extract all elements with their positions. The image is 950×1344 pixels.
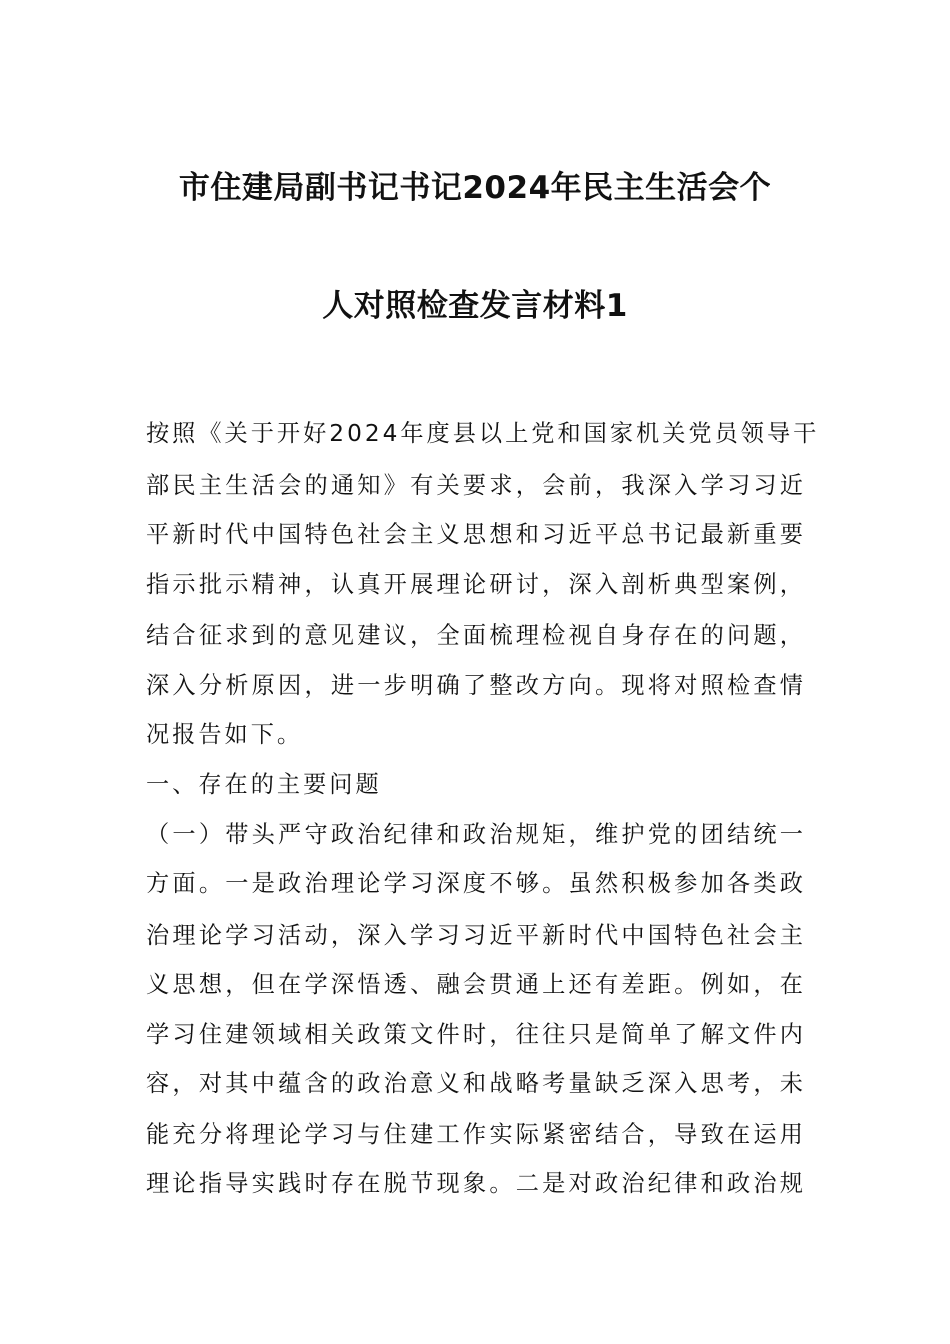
body-line: 治理论学习活动，深入学习习近平新时代中国特色社会主 bbox=[146, 922, 806, 949]
document-title-line-2: 人对照检查发言材料1 bbox=[322, 288, 628, 324]
body-line: 方面。一是政治理论学习深度不够。虽然积极参加各类政 bbox=[146, 870, 806, 897]
section-heading: 一、存在的主要问题 bbox=[146, 771, 382, 798]
body-line: 结合征求到的意见建议，全面梳理检视自身存在的问题， bbox=[146, 622, 806, 649]
body-line: 容，对其中蕴含的政治意义和战略考量缺乏深入思考，未 bbox=[146, 1070, 806, 1097]
body-line: 能充分将理论学习与住建工作实际紧密结合，导致在运用 bbox=[146, 1121, 806, 1148]
body-line: 部民主生活会的通知》有关要求，会前，我深入学习习近 bbox=[146, 472, 806, 499]
body-line: 理论指导实践时存在脱节现象。二是对政治纪律和政治规 bbox=[146, 1170, 806, 1197]
body-line: 学习住建领域相关政策文件时，往往只是简单了解文件内 bbox=[146, 1021, 806, 1048]
body-line: 平新时代中国特色社会主义思想和习近平总书记最新重要 bbox=[146, 521, 806, 548]
body-line: （一）带头严守政治纪律和政治规矩，维护党的团结统一 bbox=[146, 821, 806, 848]
document-title-line-1: 市住建局副书记书记2024年民主生活会个 bbox=[178, 170, 772, 206]
body-line: 义思想，但在学深悟透、融会贯通上还有差距。例如，在 bbox=[146, 971, 806, 998]
body-line: 深入分析原因，进一步明确了整改方向。现将对照检查情 bbox=[146, 672, 806, 699]
body-line: 指示批示精神，认真开展理论研讨，深入剖析典型案例， bbox=[146, 571, 806, 598]
body-line: 况报告如下。 bbox=[146, 721, 304, 748]
body-line: 按照《关于开好2024年度县以上党和国家机关党员领导干 bbox=[146, 420, 820, 447]
